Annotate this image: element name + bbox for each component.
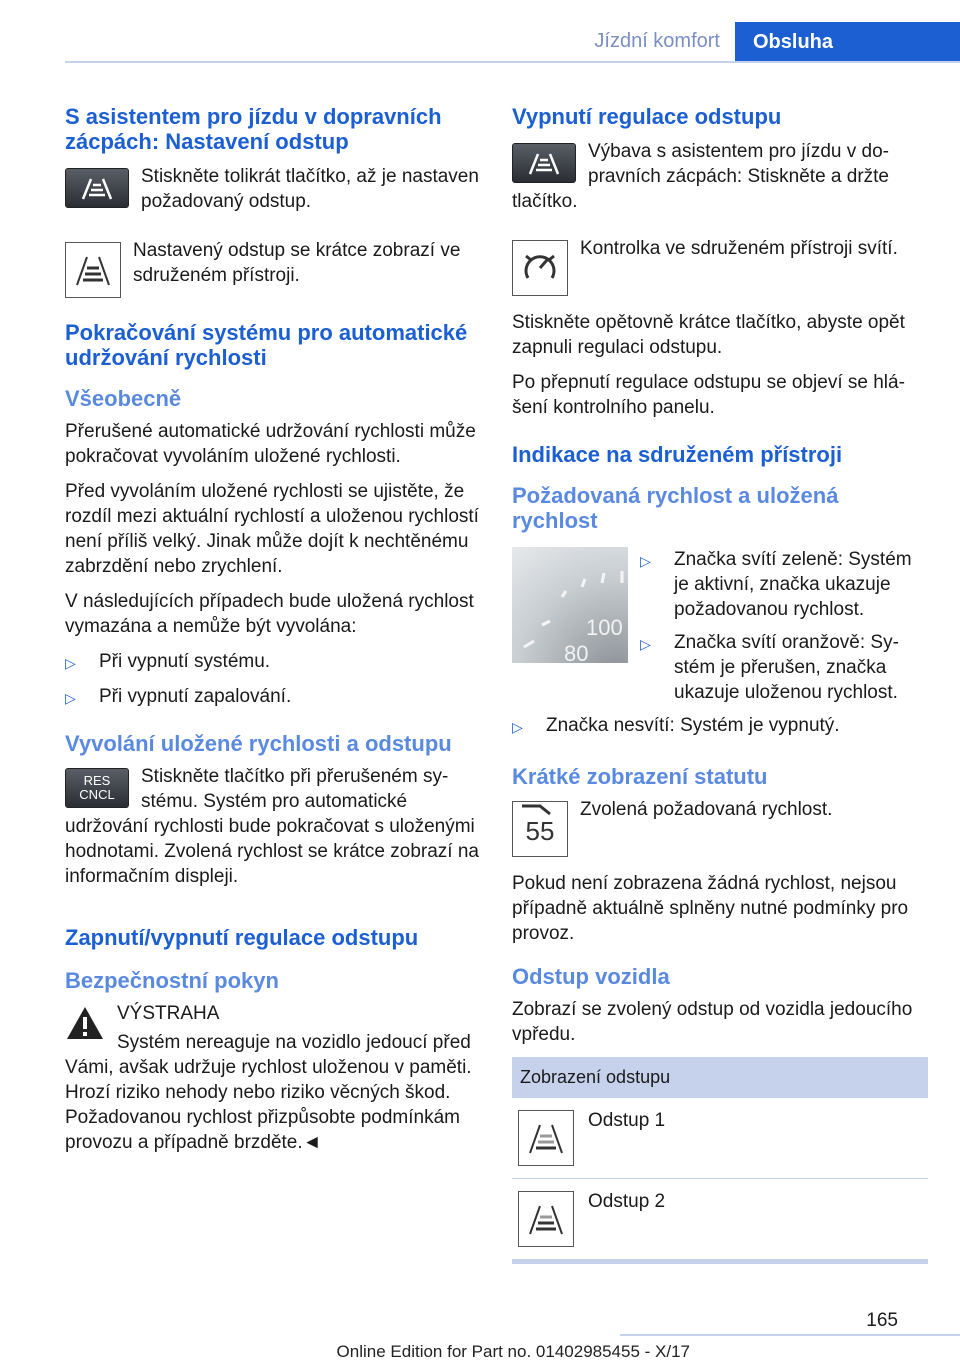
distance-2-icon <box>518 1191 574 1247</box>
off-lamp-row <box>512 236 928 296</box>
general-text-1: Přerušené automatické udržování rychlosti může pokračovat vyvoláním uložené rychlosti. <box>65 421 476 467</box>
page-number: 165 <box>866 1310 898 1331</box>
heading-onoff: Zapnutí/vypnutí regulace odstupu <box>65 925 419 950</box>
warning-block <box>65 1001 481 1165</box>
triangle-bullet-icon: ▷ <box>640 553 651 569</box>
distance-display-icon <box>65 242 121 298</box>
distance-display-text: Nastavený odstup se krátce zobrazí ve sdruženém přístroji. <box>133 240 461 286</box>
edition-text: Online Edition for Part no. 01402985455 - X/17 <box>336 1342 690 1361</box>
table-row: Odstup 1 <box>512 1098 928 1179</box>
status-row <box>512 797 928 857</box>
general-text-2: Před vyvoláním uložené rychlosti se ujistěte, že rozdíl mezi aktuální rychlostí a uloženou rychlostí není příliš velký. Jinak může dojít k nechtěnému zabrzdění nebo zrychlení. <box>65 481 479 577</box>
section-title: Jízdní komfort <box>594 30 720 52</box>
heading-vehicle-distance: Odstup vozidla <box>512 964 670 989</box>
header-rule <box>65 61 960 63</box>
warning-text: Systém nereaguje na vozidlo jedoucí před Vámi, avšak udržuje rychlost uloženou v paměti. Hrozí riziko nehody nebo riziko věcných škod. Požadovanou rychlost přizpůsobte podmínkám provozu a případně brzděte.◄ <box>65 1032 472 1153</box>
no-speed-text: Pokud není zobrazena žádná rychlost, nejsou případně aktuálně splněny nutné podmínky pro provoz. <box>512 873 909 944</box>
distance-button-text: Stiskněte tolikrát tlačítko, až je nastaven požadovaný odstup. <box>141 166 479 212</box>
table-header: Zobrazení odstupu <box>512 1057 928 1098</box>
distance-1-icon <box>518 1110 574 1166</box>
triangle-bullet-icon: ▷ <box>65 690 76 706</box>
heading-continue: Pokračování systému pro automatické udržování rychlosti <box>65 320 468 370</box>
distance-display-row <box>65 238 481 298</box>
speedometer-image <box>512 547 628 663</box>
warning-title: VÝSTRAHA <box>117 1003 220 1024</box>
recall-text: Stiskněte tlačítko při přerušeném systému. Systém pro automatické udržování rychlosti bude pokračovat s uloženými hodnotami. Zvolená rychlost se krátce zobrazí na informačním displeji. <box>65 766 479 887</box>
off-button-text: Výbava s asistentem pro jízdu v dopravních zácpách: Stiskněte a držte tlačítko. <box>512 141 889 212</box>
recall-block <box>65 764 481 899</box>
table-row: Odstup 2 <box>512 1179 928 1260</box>
heading-distance: S asistentem pro jízdu v dopravních zácpách: Nastavení odstup <box>65 104 442 154</box>
status-text: Zvolená požadovaná rychlost. <box>580 799 833 820</box>
page-header <box>0 0 960 62</box>
chapter-tab: Obsluha <box>735 22 960 62</box>
triangle-bullet-icon: ▷ <box>512 719 523 735</box>
right-column <box>512 104 928 1264</box>
off-button-block <box>512 139 928 224</box>
off-lamp-text: Kontrolka ve sdruženém přístroji svítí. <box>580 238 898 259</box>
speed-block <box>512 547 928 713</box>
message-text: Po přepnutí regulace odstupu se objeví se hlášení kontrolního panelu. <box>512 372 905 418</box>
heading-safety: Bezpečnostní pokyn <box>65 968 279 993</box>
triangle-bullet-icon: ▷ <box>640 636 651 652</box>
cruise-indicator-icon <box>512 240 568 296</box>
triangle-bullet-icon: ▷ <box>65 655 76 671</box>
warning-icon <box>65 1005 105 1046</box>
heading-status: Krátké zobrazení statutu <box>512 764 768 789</box>
list-item: ▷ Při vypnutí zapalování. <box>65 684 481 711</box>
set-speed-icon: 55 <box>512 801 568 857</box>
vehicle-distance-text: Zobrazí se zvolený odstup od vozidla jedoucího vpředu. <box>512 999 913 1045</box>
heading-recall: Vyvolání uložené rychlosti a odstupu <box>65 731 452 756</box>
heading-display: Indikace na sdruženém přístroji <box>512 442 843 467</box>
heading-general: Všeobecně <box>65 386 182 411</box>
table-end-rule <box>512 1260 928 1264</box>
footer-rule <box>620 1334 960 1336</box>
left-column <box>65 104 481 1165</box>
heading-speed: Požadovaná rychlost a uložená rychlost <box>512 483 839 533</box>
list-item: ▷ Značka svítí oranžově: Systém je přerušen, značka ukazuje uloženou rychlost. <box>640 632 899 703</box>
distance-button-row <box>65 164 481 224</box>
list-item: ▷ Značka svítí zeleně: Systém je aktivní, značka ukazuje požadovanou rychlost. <box>640 549 912 620</box>
gauge-label-100: 100 <box>586 615 623 640</box>
general-text-3: V následujících případech bude uložená rychlost vymazána a nemůže být vyvolána: <box>65 591 474 637</box>
gauge-label-80: 80 <box>564 641 589 663</box>
list-item: ▷ Značka nesvítí: Systém je vypnutý. <box>512 713 928 740</box>
heading-off: Vypnutí regulace odstupu <box>512 104 782 129</box>
res-cncl-button-icon: RES CNCL <box>65 768 129 808</box>
reactivate-text: Stiskněte opětovně krátce tlačítko, abyste opět zapnuli regulaci odstupu. <box>512 312 905 358</box>
distance-button-icon <box>65 168 129 208</box>
list-item: ▷ Při vypnutí systému. <box>65 649 481 676</box>
distance-button-icon <box>512 143 576 183</box>
